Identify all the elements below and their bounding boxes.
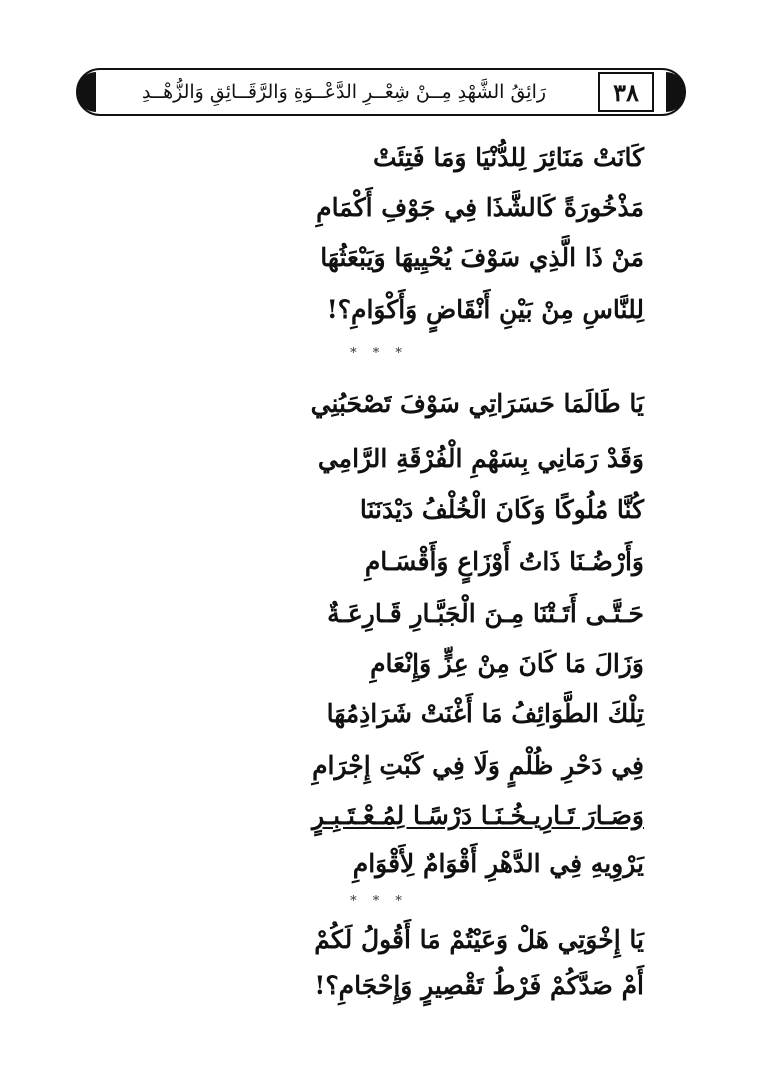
verse-line: أَمْ صَدَّكُمْ فَرْطُ تَقْصِيرٍ وَإِحْجَامِ؟! xyxy=(314,971,644,1000)
verse-line: مَنْ ذَا الَّذِي سَوْفَ يُحْيِيهَا وَيَبْعَثُهَا xyxy=(320,243,644,272)
verse-line: فِي دَحْرِ ظُلْمٍ وَلَا فِي كَبْتِ إِجْرَامِ xyxy=(312,751,644,780)
verse-line: حَـتَّـى أَتَـتْنَا مِـنَ الْجَبَّـارِ قَـارِعَـةٌ xyxy=(327,599,644,628)
verse-line: كُنَّا مُلُوكًا وَكَانَ الْخُلْفُ دَيْدَنَنَا xyxy=(359,495,644,524)
verse-line: وَأَرْضُـنَا ذَاتُ أَوْزَاعٍ وَأَقْسَـامِ xyxy=(364,547,644,576)
verse-line: يَرْوِيهِ فِي الدَّهْرِ أَقْوَامٌ لِأَقْوَامِ xyxy=(352,849,644,878)
verse-line: كَانَتْ مَنَائِرَ لِلدُّنْيَا وَمَا فَتِئَتْ xyxy=(373,143,644,172)
verse-line: يَا إِخْوَتِي هَلْ وَعَيْتُمْ مَا أَقُولُ لَكُمْ xyxy=(314,925,644,954)
verse-line: وَصَـارَ تَـارِيـخُـنَـا دَرْسًـا لِمُـعْـتَـبِـرٍ xyxy=(311,801,644,830)
running-title: رَائِقُ الشَّهْدِ مِــنْ شِعْــرِ الدَّعْــوَةِ وَالرَّقَــائِقِ وَالزُّهْــدِ xyxy=(141,81,547,103)
verse-line: يَا طَالَمَا حَسَرَاتِي سَوْفَ تَصْحَبُنِي xyxy=(310,389,644,418)
stanza-separator: * * * xyxy=(350,346,408,361)
verse-line: لِلنَّاسِ مِنْ بَيْنِ أَنْقَاضٍ وَأَكْوَامِ؟! xyxy=(326,295,644,324)
verse-line: تِلْكَ الطَّوَائِفُ مَا أَغْنَتْ شَرَاذِمُهَا xyxy=(326,699,644,728)
verse-line: وَقَدْ رَمَانِي بِسَهْمِ الْفُرْقَةِ الرَّامِي xyxy=(317,444,644,473)
page-number: ٣٨ xyxy=(598,72,654,112)
verse-line: مَذْخُورَةً كَالشَّذَا فِي جَوْفِ أَكْمَامِ xyxy=(316,193,644,222)
verse-line: وَزَالَ مَا كَانَ مِنْ عِزٍّ وَإِنْعَامِ xyxy=(370,649,644,678)
stanza-separator: * * * xyxy=(350,894,408,909)
